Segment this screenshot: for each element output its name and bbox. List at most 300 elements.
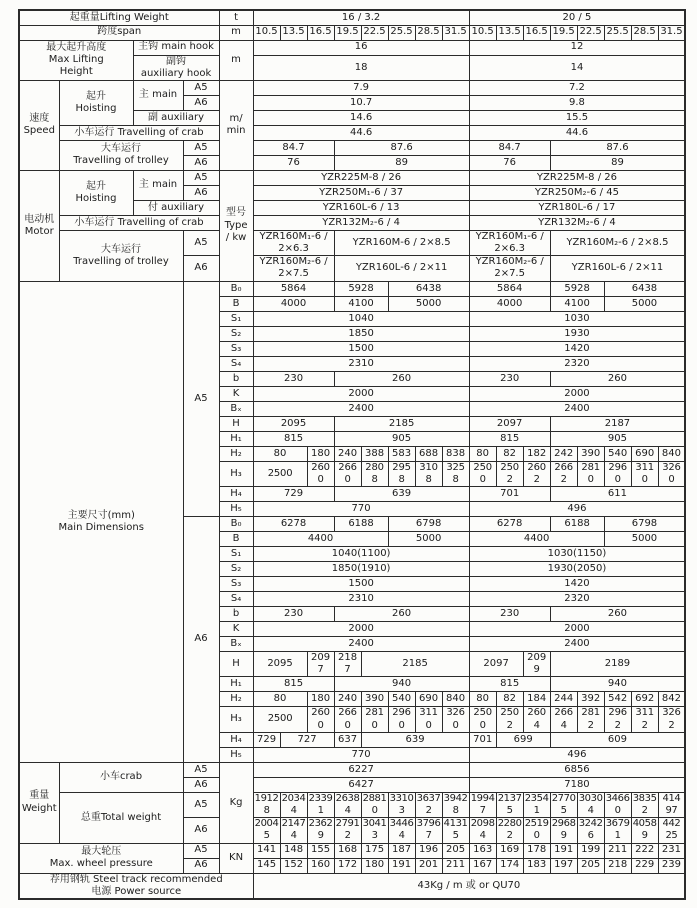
value-cell: 6427 xyxy=(253,777,469,792)
hoisting-label: 起升 Hoisting xyxy=(59,80,133,125)
value-cell: 840 xyxy=(658,446,685,461)
value-cell: YZR250M₂-6 / 45 xyxy=(469,185,685,200)
value-cell: 20344 xyxy=(281,792,306,816)
value-cell: 583 xyxy=(388,446,415,461)
value-cell: 496 xyxy=(469,502,685,517)
dim-symbol: S₄ xyxy=(219,356,253,371)
value-cell: 25.5 xyxy=(604,25,631,40)
value-cell: 240 xyxy=(334,692,361,707)
value-cell: 6438 xyxy=(604,281,685,296)
trolley-travel-label: 大车运行 Travelling of trolley xyxy=(59,140,183,170)
value-cell: 28.5 xyxy=(631,25,658,40)
dim-symbol: H₂ xyxy=(219,692,253,707)
class-a6: A6 xyxy=(183,517,219,763)
dim-symbol: Bₓ xyxy=(219,401,253,416)
auxiliary-label: 付 auxiliary xyxy=(133,200,219,215)
value-cell: 10.5 xyxy=(253,25,280,40)
auxiliary-label: 副 auxiliary xyxy=(133,110,219,125)
value-cell: 1930(2050) xyxy=(469,562,685,577)
main-hook-label: 主钩 main hook xyxy=(133,40,219,55)
value-cell: 2099 xyxy=(523,652,550,677)
value-cell: 2097 xyxy=(307,652,334,677)
value-cell: 31.5 xyxy=(442,25,469,40)
value-cell: 699 xyxy=(496,732,550,747)
value-cell: 178 xyxy=(523,843,550,858)
value-cell: 2095 xyxy=(253,416,334,431)
value-cell: 182 xyxy=(523,446,550,461)
value-cell: 637 xyxy=(334,732,361,747)
value-cell: 3260 xyxy=(442,707,469,732)
dim-symbol: H₃ xyxy=(219,707,253,732)
dim-symbol: b xyxy=(219,371,253,386)
unit-cell: m/ min xyxy=(219,80,253,170)
value-cell: 3258 xyxy=(442,461,469,486)
unit-cell: KN xyxy=(219,843,253,873)
value-cell: 180 xyxy=(361,858,388,873)
value-cell: 2500 xyxy=(253,707,307,732)
value-cell: 6438 xyxy=(388,281,469,296)
value-cell: 4100 xyxy=(334,296,388,311)
value-cell: 690 xyxy=(415,692,442,707)
value-cell: 5000 xyxy=(604,532,685,547)
value-cell: 39428 xyxy=(443,792,468,816)
value-cell: YZR160M₂-6 / 2×8.5 xyxy=(550,230,685,255)
value-cell: 87.6 xyxy=(550,140,685,155)
value-cell: 183 xyxy=(523,858,550,873)
unit-cell: Kg xyxy=(219,762,253,843)
value-cell: 770 xyxy=(253,747,469,762)
value-cell: 169 xyxy=(496,843,523,858)
value-cell: 201 xyxy=(415,858,442,873)
value-cell: 611 xyxy=(550,487,685,502)
value-cell: 2097 xyxy=(469,416,550,431)
dim-symbol: H₁ xyxy=(219,431,253,446)
value-cell: 22802 xyxy=(497,818,522,842)
value-cell: 240 xyxy=(334,446,361,461)
weight-group-label: 重量 Weight xyxy=(19,762,59,843)
value-cell: 2185 xyxy=(361,652,469,677)
dim-symbol: B₀ xyxy=(219,517,253,532)
class-a6: A6 xyxy=(183,777,219,792)
value-cell: 2400 xyxy=(469,401,685,416)
value-cell: 1420 xyxy=(469,341,685,356)
value-cell: 838 xyxy=(442,446,469,461)
value-cell: 905 xyxy=(550,431,685,446)
value-cell: 2500 xyxy=(469,461,496,486)
value-cell: 199 xyxy=(577,843,604,858)
value-cell: 20045 xyxy=(254,818,279,842)
value-cell: 174 xyxy=(496,858,523,873)
value-cell: 840 xyxy=(442,692,469,707)
value-cell: 542 xyxy=(604,692,631,707)
value-cell: 211 xyxy=(442,858,469,873)
value-cell: 6798 xyxy=(604,517,685,532)
lifting-weight-label: 起重量Lifting Weight xyxy=(19,10,219,25)
value-cell: YZR180L-6 / 17 xyxy=(469,200,685,215)
value-cell: 2500 xyxy=(253,461,307,486)
value-cell: 172 xyxy=(334,858,361,873)
dim-symbol: S₁ xyxy=(219,547,253,562)
dim-symbol: S₁ xyxy=(219,311,253,326)
class-a5: A5 xyxy=(183,230,219,255)
value-cell: 184 xyxy=(523,692,550,707)
value-cell: 230 xyxy=(469,607,550,622)
value-cell: 30304 xyxy=(578,792,603,816)
value-cell: 148 xyxy=(280,843,307,858)
dim-symbol: H₅ xyxy=(219,747,253,762)
value-cell: YZR160M₁-6 / 2×6.3 xyxy=(469,230,550,255)
value-cell: 44225 xyxy=(658,818,685,843)
value-cell: YZR160M₂-6 / 2×7.5 xyxy=(469,256,550,281)
value-cell: 2320 xyxy=(469,356,685,371)
class-a5: A5 xyxy=(183,140,219,155)
value-cell: 2960 xyxy=(604,461,631,486)
value-cell: 5864 xyxy=(253,281,334,296)
value-cell: YZR160L-6 / 2×11 xyxy=(550,256,685,281)
main-label: 主 main xyxy=(133,80,183,110)
value-cell: 21474 xyxy=(281,818,306,842)
value-cell: 19947 xyxy=(470,792,495,816)
capacity-left: 16 / 3.2 xyxy=(253,10,469,25)
dim-symbol: K xyxy=(219,622,253,637)
value-cell: 26384 xyxy=(335,792,360,816)
trolley-travel-label: 大车运行 Travelling of trolley xyxy=(59,230,183,281)
value-cell: 729 xyxy=(253,732,280,747)
value-cell: 2189 xyxy=(550,652,685,677)
max-lifting-height-label: 最大起升高度 Max Lifting Height xyxy=(19,40,133,80)
value-cell: 2095 xyxy=(253,652,307,677)
dim-symbol: B xyxy=(219,296,253,311)
value-cell: 2400 xyxy=(253,401,469,416)
value-cell: 41315 xyxy=(443,818,468,842)
value-cell: 4100 xyxy=(550,296,604,311)
value-cell: 905 xyxy=(334,431,469,446)
value-cell: 2502 xyxy=(496,707,523,732)
value-cell: 2600 xyxy=(307,707,334,732)
value-cell: 727 xyxy=(280,732,334,747)
value-cell: 5000 xyxy=(388,532,469,547)
value-cell: 44.6 xyxy=(253,125,469,140)
value-cell: 13.5 xyxy=(496,25,523,40)
value-cell: 230 xyxy=(469,371,550,386)
value-cell: 222 xyxy=(631,843,658,858)
value-cell: 44.6 xyxy=(469,125,685,140)
class-a6: A6 xyxy=(183,185,219,200)
value-cell: 36372 xyxy=(416,792,441,816)
capacity-right: 20 / 5 xyxy=(469,10,685,25)
value-cell: YZR225M-8 / 26 xyxy=(253,170,469,185)
value-cell: 2660 xyxy=(334,461,361,486)
spec-table-body xyxy=(19,10,685,899)
value-cell: 76 xyxy=(253,155,334,170)
value-cell: 231 xyxy=(658,843,685,858)
value-cell: 2400 xyxy=(253,637,469,652)
value-cell: 197 xyxy=(550,858,577,873)
value-cell: 842 xyxy=(658,692,685,707)
span-label: 跨度span xyxy=(19,25,219,40)
value-cell: 2000 xyxy=(253,386,469,401)
class-a5: A5 xyxy=(183,762,219,777)
dim-symbol: H₄ xyxy=(219,487,253,502)
value-cell: 2502 xyxy=(496,461,523,486)
class-a5: A5 xyxy=(183,80,219,95)
value-cell: 6856 xyxy=(469,762,685,777)
dim-symbol: H xyxy=(219,416,253,431)
value-cell: 690 xyxy=(631,446,658,461)
crane-spec-table xyxy=(18,9,686,900)
value-cell: 7.2 xyxy=(469,80,685,95)
dim-symbol: H₂ xyxy=(219,446,253,461)
value-cell: 2320 xyxy=(469,592,685,607)
value-cell: 6278 xyxy=(469,517,550,532)
value-cell: 180 xyxy=(307,446,334,461)
value-cell: 2500 xyxy=(469,707,496,732)
value-cell: 260 xyxy=(334,371,469,386)
value-cell: 13.5 xyxy=(280,25,307,40)
value-cell: 940 xyxy=(550,677,685,692)
value-cell: 16.5 xyxy=(523,25,550,40)
value-cell: 7180 xyxy=(469,777,685,792)
value-cell: 84.7 xyxy=(469,140,550,155)
value-cell: 2810 xyxy=(361,707,388,732)
value-cell: 6227 xyxy=(253,762,469,777)
value-cell: 18 xyxy=(253,55,469,80)
value-cell: 1930 xyxy=(469,326,685,341)
value-cell: 34660 xyxy=(605,792,630,816)
value-cell: YZR132M₂-6 / 4 xyxy=(469,215,685,230)
value-cell: 4000 xyxy=(253,296,334,311)
value-cell: 390 xyxy=(577,446,604,461)
value-cell: 2808 xyxy=(361,461,388,486)
value-cell: 167 xyxy=(469,858,496,873)
value-cell: 19.5 xyxy=(334,25,361,40)
class-a6: A6 xyxy=(183,155,219,170)
value-cell: 4000 xyxy=(469,296,550,311)
value-cell: 23629 xyxy=(308,818,333,842)
value-cell: 34464 xyxy=(389,818,414,842)
value-cell: 80 xyxy=(253,692,307,707)
value-cell: 2400 xyxy=(469,637,685,652)
value-cell: 229 xyxy=(631,858,658,873)
main-label: 主 main xyxy=(133,170,183,200)
value-cell: 2812 xyxy=(577,707,604,732)
unit-cell: t xyxy=(219,10,253,25)
value-cell: 230 xyxy=(253,371,334,386)
unit-cell: m xyxy=(219,25,253,40)
value-cell: 6188 xyxy=(334,517,388,532)
value-cell: 242 xyxy=(550,446,577,461)
value-cell: YZR160M₂-6 / 2×7.5 xyxy=(253,256,334,281)
steel-track-power-label: 荐用钢轨 Steel track recommended 电源 Power source xyxy=(19,873,253,899)
value-cell: 5000 xyxy=(388,296,469,311)
value-cell: 609 xyxy=(550,732,685,747)
motor-group-label: 电动机 Motor xyxy=(19,170,59,281)
value-cell: 701 xyxy=(469,732,496,747)
value-cell: 1030(1150) xyxy=(469,547,685,562)
value-cell: 2600 xyxy=(307,461,334,486)
value-cell: 196 xyxy=(415,843,442,858)
value-cell: 1850(1910) xyxy=(253,562,469,577)
value-cell: 815 xyxy=(469,677,550,692)
value-cell: 9.8 xyxy=(469,95,685,110)
value-cell: 639 xyxy=(361,732,469,747)
class-a5: A5 xyxy=(183,843,219,858)
class-a5: A5 xyxy=(183,792,219,817)
unit-cell: m xyxy=(219,40,253,80)
value-cell: YZR250M₁-6 / 37 xyxy=(253,185,469,200)
value-cell: 729 xyxy=(253,487,334,502)
value-cell: 28.5 xyxy=(415,25,442,40)
value-cell: 5864 xyxy=(469,281,550,296)
value-cell: 692 xyxy=(631,692,658,707)
value-cell: 20984 xyxy=(470,818,495,842)
class-a6: A6 xyxy=(183,95,219,110)
value-cell: 5000 xyxy=(604,296,685,311)
value-cell: 260 xyxy=(334,607,469,622)
value-cell: 260 xyxy=(550,607,685,622)
value-cell: 22.5 xyxy=(361,25,388,40)
value-cell: 2185 xyxy=(334,416,469,431)
value-cell: 82 xyxy=(496,446,523,461)
class-a5: A5 xyxy=(183,170,219,185)
value-cell: 152 xyxy=(280,858,307,873)
value-cell: 3112 xyxy=(631,707,658,732)
value-cell: 2000 xyxy=(469,622,685,637)
value-cell: 19.5 xyxy=(550,25,577,40)
dim-symbol: H₄ xyxy=(219,732,253,747)
value-cell: 6188 xyxy=(550,517,604,532)
value-cell: 230 xyxy=(253,607,334,622)
value-cell: 80 xyxy=(253,446,307,461)
value-cell: YZR160M-6 / 2×8.5 xyxy=(334,230,469,255)
value-cell: 2660 xyxy=(334,707,361,732)
total-weight-label: 总重Total weight xyxy=(59,792,183,843)
value-cell: 205 xyxy=(577,858,604,873)
value-cell: YZR132M₂-6 / 4 xyxy=(253,215,469,230)
dim-symbol: S₂ xyxy=(219,326,253,341)
value-cell: 2958 xyxy=(388,461,415,486)
value-cell: 496 xyxy=(469,747,685,762)
value-cell: 1420 xyxy=(469,577,685,592)
value-cell: 19128 xyxy=(254,792,279,816)
dim-symbol: H₅ xyxy=(219,502,253,517)
value-cell: 38352 xyxy=(632,792,657,816)
class-a6: A6 xyxy=(183,818,219,843)
value-cell: 388 xyxy=(361,446,388,461)
speed-group-label: 速度 Speed xyxy=(19,80,59,170)
value-cell: YZR160M₁-6 / 2×6.3 xyxy=(253,230,334,255)
value-cell: 180 xyxy=(307,692,334,707)
value-cell: 145 xyxy=(253,858,280,873)
value-cell: 30413 xyxy=(362,818,387,842)
value-cell: 2000 xyxy=(253,622,469,637)
value-cell: 218 xyxy=(604,858,631,873)
value-cell: 3108 xyxy=(415,461,442,486)
value-cell: 27705 xyxy=(551,792,576,816)
value-cell: 3110 xyxy=(631,461,658,486)
value-cell: 540 xyxy=(604,446,631,461)
value-cell: 940 xyxy=(334,677,469,692)
value-cell: 2097 xyxy=(469,652,523,677)
value-cell: 36791 xyxy=(605,818,630,842)
class-a6: A6 xyxy=(183,858,219,873)
value-cell: 2310 xyxy=(253,592,469,607)
value-cell: 815 xyxy=(469,431,550,446)
dim-symbol: S₃ xyxy=(219,577,253,592)
value-cell: 141 xyxy=(253,843,280,858)
dim-symbol: K xyxy=(219,386,253,401)
value-cell: 80 xyxy=(469,446,496,461)
value-cell: 1500 xyxy=(253,341,469,356)
value-cell: 187 xyxy=(388,843,415,858)
value-cell: 2960 xyxy=(388,707,415,732)
value-cell: YZR160L-6 / 13 xyxy=(253,200,469,215)
value-cell: 37967 xyxy=(416,818,441,842)
value-cell: YZR160L-6 / 2×11 xyxy=(334,256,469,281)
dim-symbol: B xyxy=(219,532,253,547)
value-cell: 5928 xyxy=(334,281,388,296)
value-cell: 3110 xyxy=(415,707,442,732)
value-cell: 14.6 xyxy=(253,110,469,125)
value-cell: 540 xyxy=(388,692,415,707)
dim-symbol: S₄ xyxy=(219,592,253,607)
crab-travel-label: 小车运行 Travelling of crab xyxy=(59,125,219,140)
value-cell: 2604 xyxy=(523,707,550,732)
max-wheel-pressure-label: 最大轮压 Max. wheel pressure xyxy=(19,843,183,873)
hoisting-label: 起升 Hoisting xyxy=(59,170,133,215)
value-cell: 31.5 xyxy=(658,25,685,40)
value-cell: 23541 xyxy=(524,792,549,816)
unit-cell: 型号 Type / kw xyxy=(219,170,253,281)
class-a5: A5 xyxy=(183,281,219,516)
value-cell: 1500 xyxy=(253,577,469,592)
value-cell: 25190 xyxy=(524,818,549,842)
value-cell: 191 xyxy=(388,858,415,873)
value-cell: 2810 xyxy=(577,461,604,486)
value-cell: 260 xyxy=(550,371,685,386)
value-cell: 12 xyxy=(469,40,685,55)
value-cell: 1040 xyxy=(253,311,469,326)
value-cell: 32426 xyxy=(578,818,603,842)
value-cell: 2662 xyxy=(550,461,577,486)
value-cell: 15.5 xyxy=(469,110,685,125)
value-cell: 168 xyxy=(334,843,361,858)
value-cell: 84.7 xyxy=(253,140,334,155)
steel-track-value: 43Kg / m 或 or QU70 xyxy=(253,873,685,899)
value-cell: 239 xyxy=(658,858,685,873)
value-cell: 688 xyxy=(415,446,442,461)
value-cell: 6798 xyxy=(388,517,469,532)
value-cell: 87.6 xyxy=(334,140,469,155)
value-cell: 2187 xyxy=(550,416,685,431)
value-cell: 390 xyxy=(361,692,388,707)
value-cell: 191 xyxy=(550,843,577,858)
value-cell: YZR225M-8 / 26 xyxy=(469,170,685,185)
value-cell: 3260 xyxy=(658,461,685,486)
value-cell: 10.7 xyxy=(253,95,469,110)
value-cell: 701 xyxy=(469,487,550,502)
dim-symbol: H₃ xyxy=(219,461,253,486)
value-cell: 1030 xyxy=(469,311,685,326)
value-cell: 89 xyxy=(550,155,685,170)
value-cell: 211 xyxy=(604,843,631,858)
value-cell: 2962 xyxy=(604,707,631,732)
value-cell: 16 xyxy=(253,40,469,55)
class-a6: A6 xyxy=(183,256,219,281)
value-cell: 639 xyxy=(334,487,469,502)
value-cell: 2664 xyxy=(550,707,577,732)
value-cell: 14 xyxy=(469,55,685,80)
